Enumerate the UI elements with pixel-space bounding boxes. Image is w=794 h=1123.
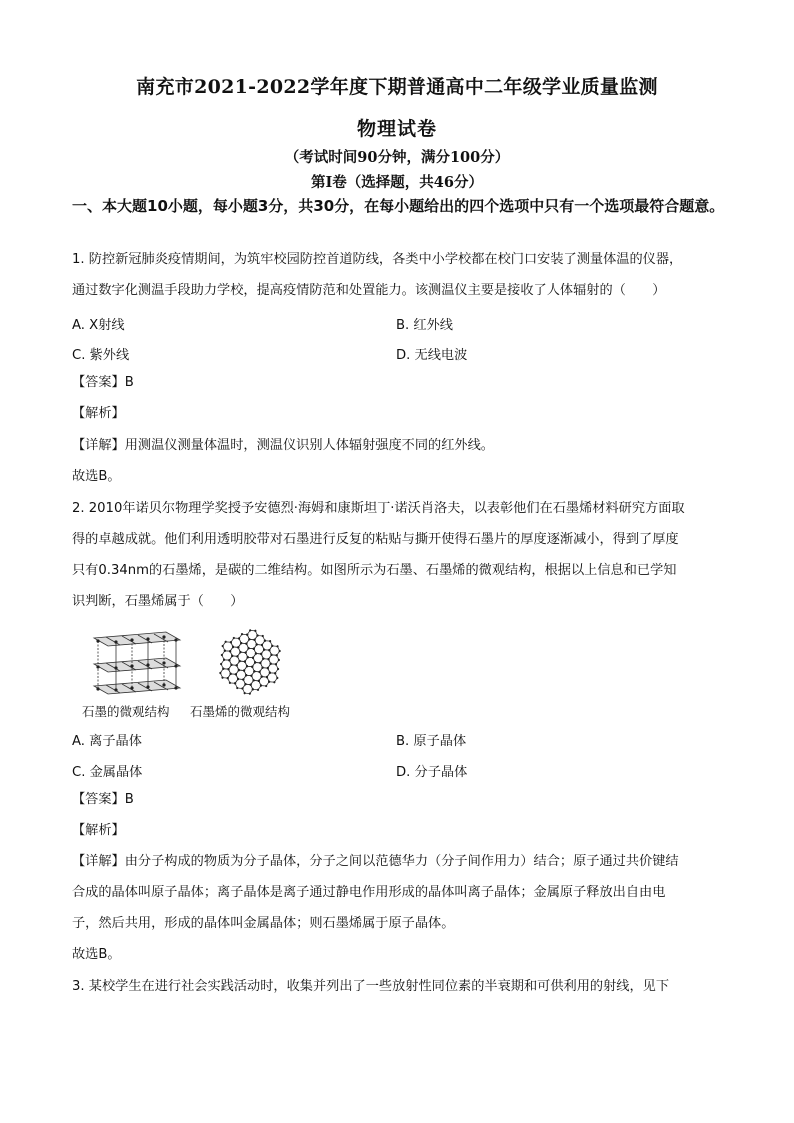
q1-detail: 【详解】用测温仪测量体温时，测温仪识别人体辐射强度不同的红外线。 — [72, 438, 494, 453]
graphite-structure-figure — [86, 626, 186, 698]
q2-detail-line2: 合成的晶体叫原子晶体；离子晶体是离子通过静电作用形成的晶体叫离子晶体；金属原子释放出自由电 — [72, 885, 666, 900]
q2-option-c: C. 金属晶体 — [72, 765, 143, 780]
q2-option-a: A. 离子晶体 — [72, 734, 142, 749]
q1-option-b: B. 红外线 — [396, 318, 453, 333]
q2-detail-line3: 子，然后共用，形成的晶体叫金属晶体；则石墨烯属于原子晶体。 — [72, 916, 455, 931]
q1-stem-line2: 通过数字化测温手段助力学校，提高疫情防范和处置能力。该测温仪主要是接收了人体辐射的（ ） — [72, 283, 666, 298]
graphene-structure-figure — [212, 628, 288, 696]
q3-stem-line1: 3. 某校学生在进行社会实践活动时，收集并列出了一些放射性同位素的半衰期和可供利用的射线，见下 — [72, 979, 670, 994]
graphite-caption: 石墨的微观结构 — [82, 704, 170, 719]
q2-stem-line2: 得的卓越成就。他们利用透明胶带对石墨进行反复的粘贴与撕开使得石墨片的厚度逐渐减小，得到了厚度 — [72, 532, 679, 547]
q2-conclusion: 故选B。 — [72, 947, 121, 962]
q2-stem-line1: 2. 2010年诺贝尔物理学奖授予安德烈·海姆和康斯坦丁·诺沃肖洛夫，以表彰他们在石墨烯材料研究方面取 — [72, 501, 685, 516]
subject-title: 物理试卷 — [356, 118, 437, 140]
q1-analysis: 【解析】 — [72, 406, 125, 421]
q2-answer: 【答案】B — [72, 792, 134, 807]
q2-detail-line1: 【详解】由分子构成的物质为分子晶体，分子之间以范德华力（分子间作用力）结合；原子通过共价键结 — [72, 854, 679, 869]
q2-option-d: D. 分子晶体 — [396, 765, 468, 780]
q1-answer: 【答案】B — [72, 375, 134, 390]
q1-option-d: D. 无线电波 — [396, 348, 468, 363]
exam-title: 南充市2021-2022学年度下期普通高中二年级学业质量监测 — [136, 76, 658, 98]
part-title: 第Ⅰ卷（选择题，共46分） — [311, 174, 483, 191]
exam-info: （考试时间90分钟，满分100分） — [284, 149, 510, 166]
q1-conclusion: 故选B。 — [72, 469, 121, 484]
q1-option-a: A. X射线 — [72, 318, 125, 333]
q2-stem-line4: 识判断，石墨烯属于（ ） — [72, 594, 244, 609]
q2-option-b: B. 原子晶体 — [396, 734, 467, 749]
q2-stem-line3: 只有0.34nm的石墨烯，是碳的二维结构。如图所示为石墨、石墨烯的微观结构，根据以上信息和已学知 — [72, 563, 677, 578]
q1-stem-line1: 1. 防控新冠肺炎疫情期间，为筑牢校园防控首道防线，各类中小学校都在校门口安装了测量体温的仪器， — [72, 252, 683, 267]
section-heading: 一、本大题10小题，每小题3分，共30分，在每小题给出的四个选项中只有一个选项最符合题意。 — [72, 197, 725, 215]
graphene-caption: 石墨烯的微观结构 — [190, 704, 291, 719]
q1-option-c: C. 紫外线 — [72, 348, 130, 363]
q2-analysis: 【解析】 — [72, 823, 125, 838]
